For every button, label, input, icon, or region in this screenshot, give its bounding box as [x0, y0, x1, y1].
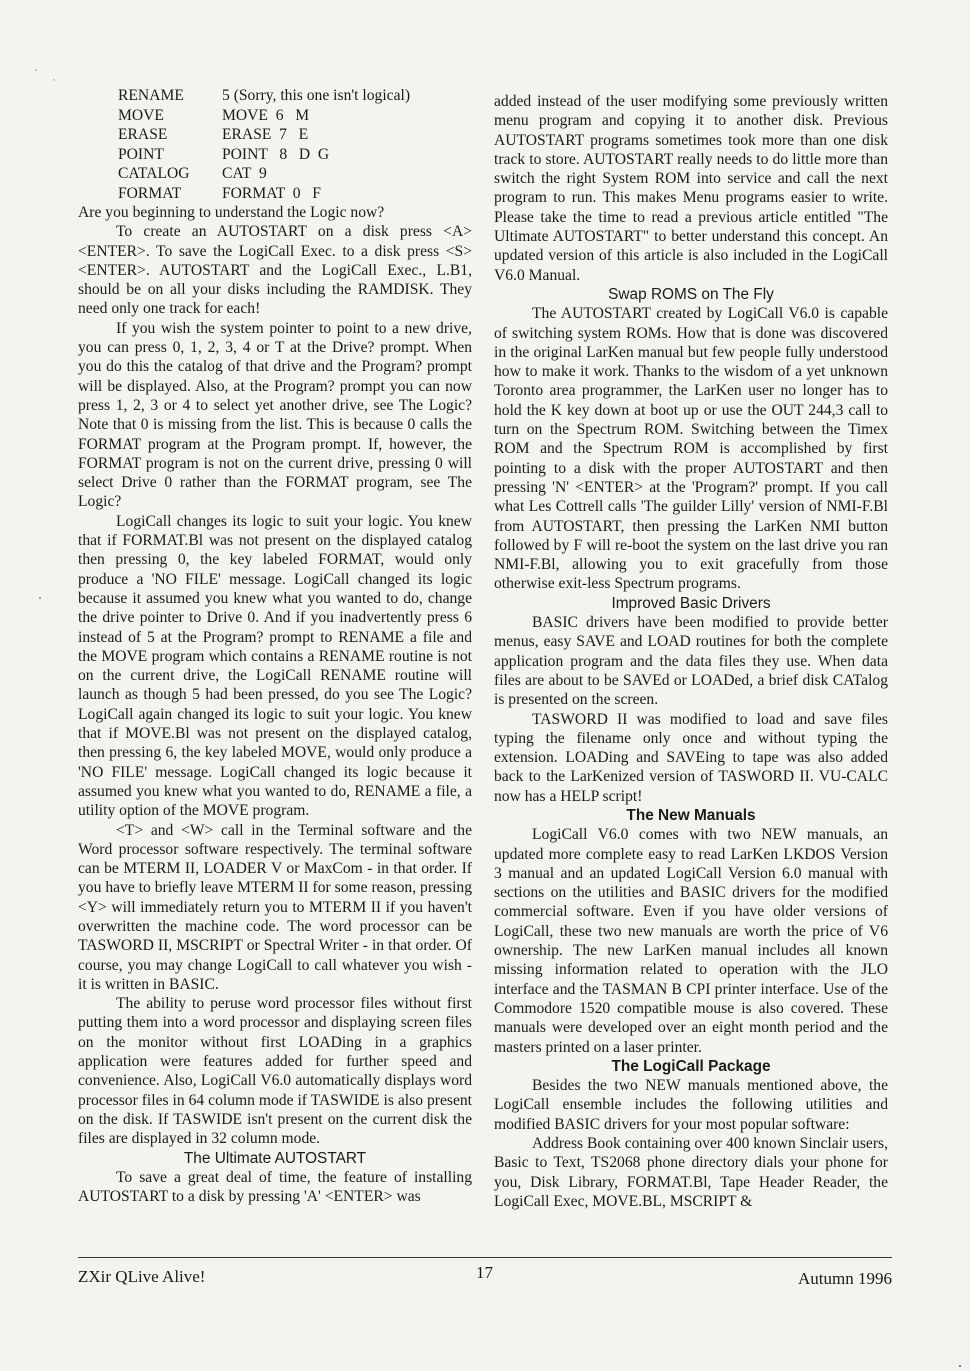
command-name: RENAME — [118, 87, 184, 104]
paragraph: BASIC drivers have been modified to provide better menus, easy SAVE and LOAD routines for both the complete application program and the data files they use. When data files are about to be SAVEd or LOADed, a brief disk CATalog is presented on the screen. — [494, 614, 888, 709]
command-key: CAT 9 — [222, 165, 267, 182]
command-name: CATALOG — [118, 165, 190, 182]
publication-name: ZXir QLive Alive! — [78, 1267, 206, 1286]
command-name: ERASE — [118, 126, 168, 143]
issue-date: Autumn 1996 — [798, 1269, 892, 1288]
command-row — [118, 106, 410, 126]
command-name: POINT — [118, 145, 164, 163]
command-name: MOVE — [118, 106, 164, 124]
paragraph: Besides the two NEW manuals mentioned above, the LogiCall ensemble includes the following utilities and modified BASIC drivers for your most popular software: — [494, 1077, 888, 1133]
command-row — [118, 164, 410, 184]
command-key: FORMAT 0 F — [222, 184, 321, 202]
command-name: FORMAT — [118, 184, 182, 202]
paragraph: TASWORD II was modified to load and save files typing the filename only once and without typing the extension. LOADing and SAVEing to tape was also added back to the LarKenized version of TASWORD II. VU-CALC now has a HELP script! — [494, 710, 888, 805]
footer-rule — [78, 1257, 892, 1258]
command-row — [118, 125, 410, 145]
command-table — [118, 86, 410, 203]
section-heading: The Ultimate AUTOSTART — [183, 1149, 367, 1167]
command-key: ERASE 7 E — [222, 126, 309, 143]
paragraph: The AUTOSTART created by LogiCall V6.0 is capable of switching system ROMs. How that is done was discovered in the original LarKen manual but few people fully understood how to make it work. Thanks to the wisdom of a yet unknown Toronto area programmer, the LarKen user no longer has to hold the K key down at boot up or use the OUT 244,3 call to turn on the Spectrum ROM. Switching between the Timex ROM and the Spectrum ROM is accomplished by first pointing to a disk with the proper AUTOSTART and then pressing 'N' <ENTER> at the 'Program?' prompt. If you call what Les Cottrell calls 'The guilder Lilly' version of NMI-F.Bl from AUTOSTART, then pressing the LarKen NMI button followed by F will re-boot the system on the last drive you ran NMI-F.Bl, allowing you to exit gracefully from those otherwise exit-less Spectrum programs. — [494, 305, 888, 593]
section-heading: The LogiCall Package — [611, 1057, 771, 1075]
section-heading: The New Manuals — [626, 806, 756, 824]
command-key: 5 (Sorry, this one isn't logical) — [222, 87, 411, 104]
left-column — [78, 86, 472, 1206]
command-key: MOVE 6 M — [222, 106, 310, 124]
paragraph: Are you beginning to understand the Logic now? — [78, 204, 385, 221]
page-number: 17 — [476, 1263, 493, 1282]
paragraph: The ability to peruse word processor files without first putting them into a word processor and displaying screen files on the monitor without first LOADing in a graphics application were features added for further speed and convenience. Also, LogiCall V6.0 automatically displays word processor files in 64 column mode if TASWIDE is also present on the disk. If TASWIDE isn't present on the current disk the files are displayed in 32 column mode. — [78, 995, 472, 1148]
paragraph: Address Book containing over 400 known Sinclair users, Basic to Text, TS2068 phone directory dials your phone for you, Disk Library, FORMAT.Bl, Tape Header Reader, the LogiCall Exec, MOVE.BL, MSCRIPT & — [494, 1135, 889, 1210]
paragraph: added instead of the user modifying some previously written menu program and copying it to another disk. Previous AUTOSTART programs sometimes took more than one disk track to store. AUTOSTART really needs to do little more than switch the right System ROM into service and call the next program to run. This makes Menu programs easier to write. Please take the time to read a previous article entitled "The Ultimate AUTOSTART" to better understand this concept. An updated version of this article is also included in the LogiCall V6.0 Manual. — [494, 93, 888, 284]
paragraph: To save a great deal of time, the feature of installing AUTOSTART to a disk by pressing 'A' <ENTER> was — [78, 1168, 472, 1206]
command-row — [118, 145, 410, 165]
paragraph: LogiCall changes its logic to suit your logic. You knew that if FORMAT.Bl was not present on the displayed catalog then pressing 0, the key labeled FORMAT, would only produce a 'NO FILE' message. LogiCall changed its logic because it assumed you knew what you wanted to do, change the drive pointer to Drive 0. And if you inadvertently press 6 instead of 5 at the Program? prompt to RENAME a file and the MOVE program which contains a RENAME routine is not on the current drive, the LogiCall RENAME routine will launch as though 5 had been pressed, do you see The Logic? LogiCall again changed its logic to suit your logic. You knew that if MOVE.Bl was not present on the displayed catalog, then pressing 6, the key labeled MOVE, would only produce a 'NO FILE' message. LogiCall changed its logic because it assumed you knew what you wanted to do, RENAME a file, a utility option of the MOVE program. — [78, 512, 472, 820]
paragraph: LogiCall V6.0 comes with two NEW manuals, an updated more complete easy to read LarKen LKDOS Version 3 manual and an updated LogiCall Version 6.0 manual with sections on the utilities and BASIC drivers for the modified commercial software. Even if you have older versions of LogiCall, these two new manuals are worth the price of V6 ownership. The new LarKen manual includes all known missing information related to operation with the JLO interface and the TASMAN B CPI printer interface. Use of the Commodore 1520 compatible mouse is also covered. These manuals were developed over an eight month period and the masters printed on a laser printer. — [494, 826, 888, 1056]
paragraph: <T> and <W> call in the Terminal software and the Word processor software respectively. The terminal software can be MTERM II, LOADER V or MaxCom - in that order. If you have to briefly leave MTERM II for some reason, pressing <Y> will immediately return you to MTERM II if you haven't overwritten the machine code. The word processor can be TASWORD II, MSCRIPT or Spectral Writer - in that order. Of course, you may change LogiCall to call whatever you wish - it is written in BASIC. — [78, 821, 472, 993]
section-heading: Swap ROMS on The Fly — [608, 285, 774, 303]
command-key: POINT 8 D G — [222, 145, 330, 163]
section-heading: Improved Basic Drivers — [611, 594, 771, 612]
paragraph: If you wish the system pointer to point to a new drive, you can press 0, 1, 2, 3, 4 or T at the Drive? prompt. When you do this the catalog of that drive and the Program? prompt will be displayed. Also, at the Program? prompt you can now press 1, 2, 3 or 4 to select yet another drive, see The Logic? Note that 0 is missing from the list. This is because 0 calls the FORMAT program at the Program prompt. If, however, the FORMAT program is not on the current drive, pressing 0 will select Drive 0 rather than the FORMAT program, see The Logic? — [78, 319, 472, 511]
command-row — [118, 86, 410, 106]
command-row — [118, 184, 410, 204]
paragraph: To create an AUTOSTART on a disk press <A> <ENTER>. To save the LogiCall Exec. to a disk press <S> <ENTER>. AUTOSTART and the LogiCall Exec., L.B1, should be on all your disks including the RAMDISK. They need only one track for each! — [78, 223, 472, 318]
right-column — [494, 92, 888, 1211]
